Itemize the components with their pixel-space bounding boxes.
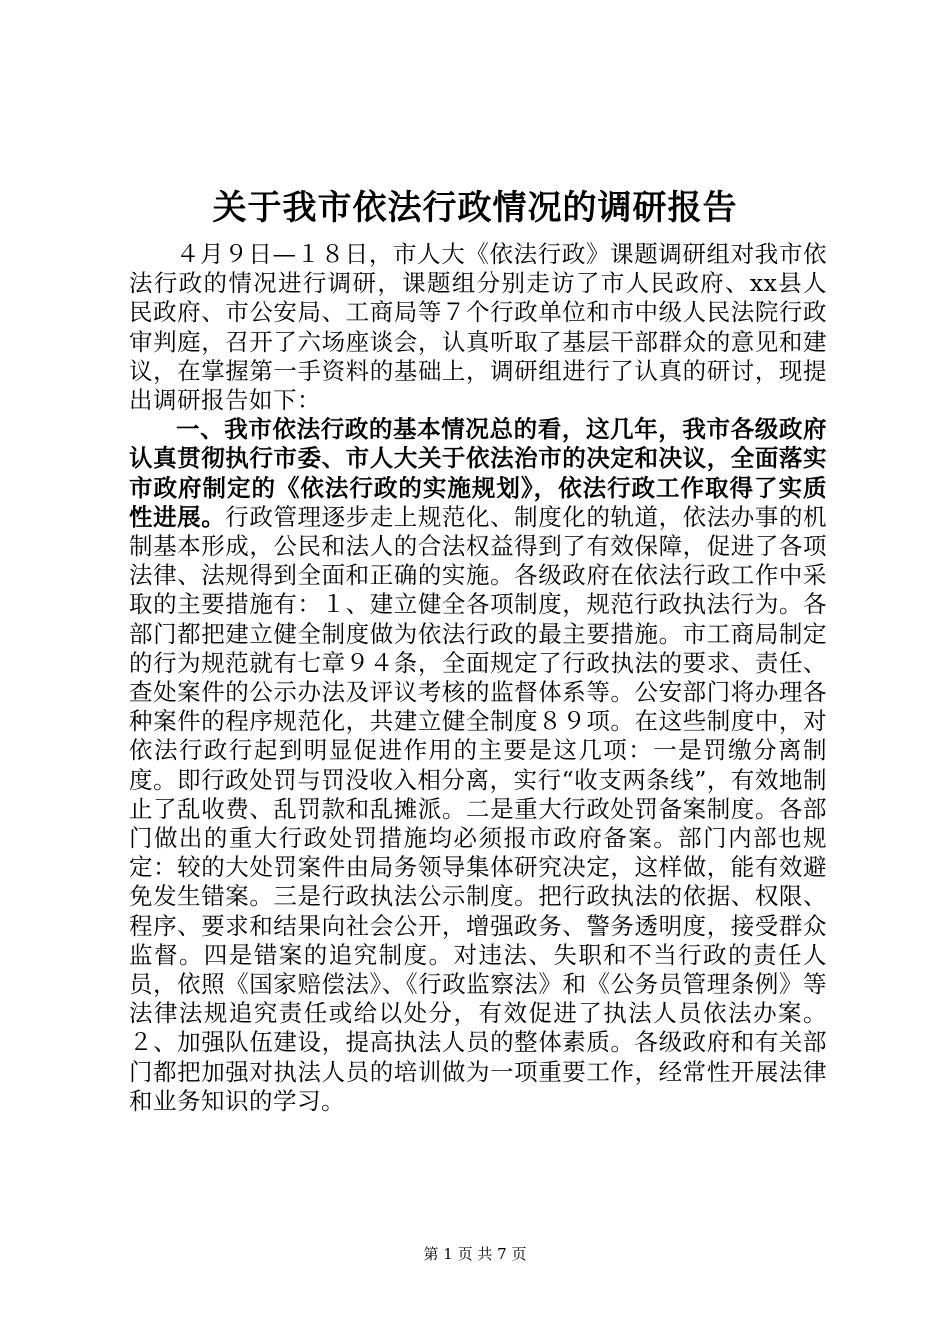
document-title: 关于我市依法行政情况的调研报告 <box>212 188 738 228</box>
intro-paragraph: ４月９日—１８日，市人大《依法行政》课题调研组对我市依法行政的情况进行调研，课题组分别走访了市人民政府、xx县人民政府、市公安局、工商局等７个行政单位和市中级人民法院行政审判庭，召开了六场座谈会，认真听取了基层干部群众的意见和建议，在掌握第一手资料的基础上，调研组进行了认真的研讨，现提出调研报告如下： <box>129 240 827 415</box>
page-number: 第 1 页 共 7 页 <box>423 1245 527 1263</box>
section-1-paragraph <box>129 415 827 1116</box>
document-body <box>129 240 827 1116</box>
section-1-body: 行政管理逐步走上规范化、制度化的轨道，依法办事的机制基本形成，公民和法人的合法权益得到了有效保障，促进了各项法律、法规得到全面和正确的实施。各级政府在依法行政工作中采取的主要措施有：１、建立健全各项制度，规范行政执法行为。各部门都把建立健全制度做为依法行政的最主要措施。市工商局制定的行为规范就有七章９４条，全面规定了行政执法的要求、责任、查处案件的公示办法及评议考核的监督体系等。公安部门将办理各种案件的程序规范化，共建立健全制度８９项。在这些制度中，对依法行政行起到明显促进作用的主要是这几项：一是罚缴分离制度。即行政处罚与罚没收入相分离，实行“收支两条线”，有效地制止了乱收费、乱罚款和乱摊派。二是重大行政处罚备案制度。各部门做出的重大行政处罚措施均必须报市政府备案。部门内部也规定：较的大处罚案件由局务领导集体研究决定，这样做，能有效避免发生错案。三是行政执法公示制度。把行政执法的依据、权限、程序、要求和结果向社会公开，增强政务、警务透明度，接受群众监督。四是错案的追究制度。对违法、失职和不当行政的责任人员，依照《国家赔偿法》、《行政监察法》和《公务员管理条例》等法律法规追究责任或给以处分，有效促进了执法人员依法办案。２、加强队伍建设，提高执法人员的整体素质。各级政府和有关部门都把加强对执法人员的培训做为一项重要工作，经常性开展法律和业务知识的学习。 <box>129 502 828 1115</box>
section-1-heading: 一、我市依法行政的基本情况总的看，这几年，我市各级政府认真贯彻执行市委、市人大关于依法治市的决定和决议，全面落实市政府制定的《依法行政的实施规划》，依法行政工作取得了实质性进展。 <box>129 415 827 531</box>
